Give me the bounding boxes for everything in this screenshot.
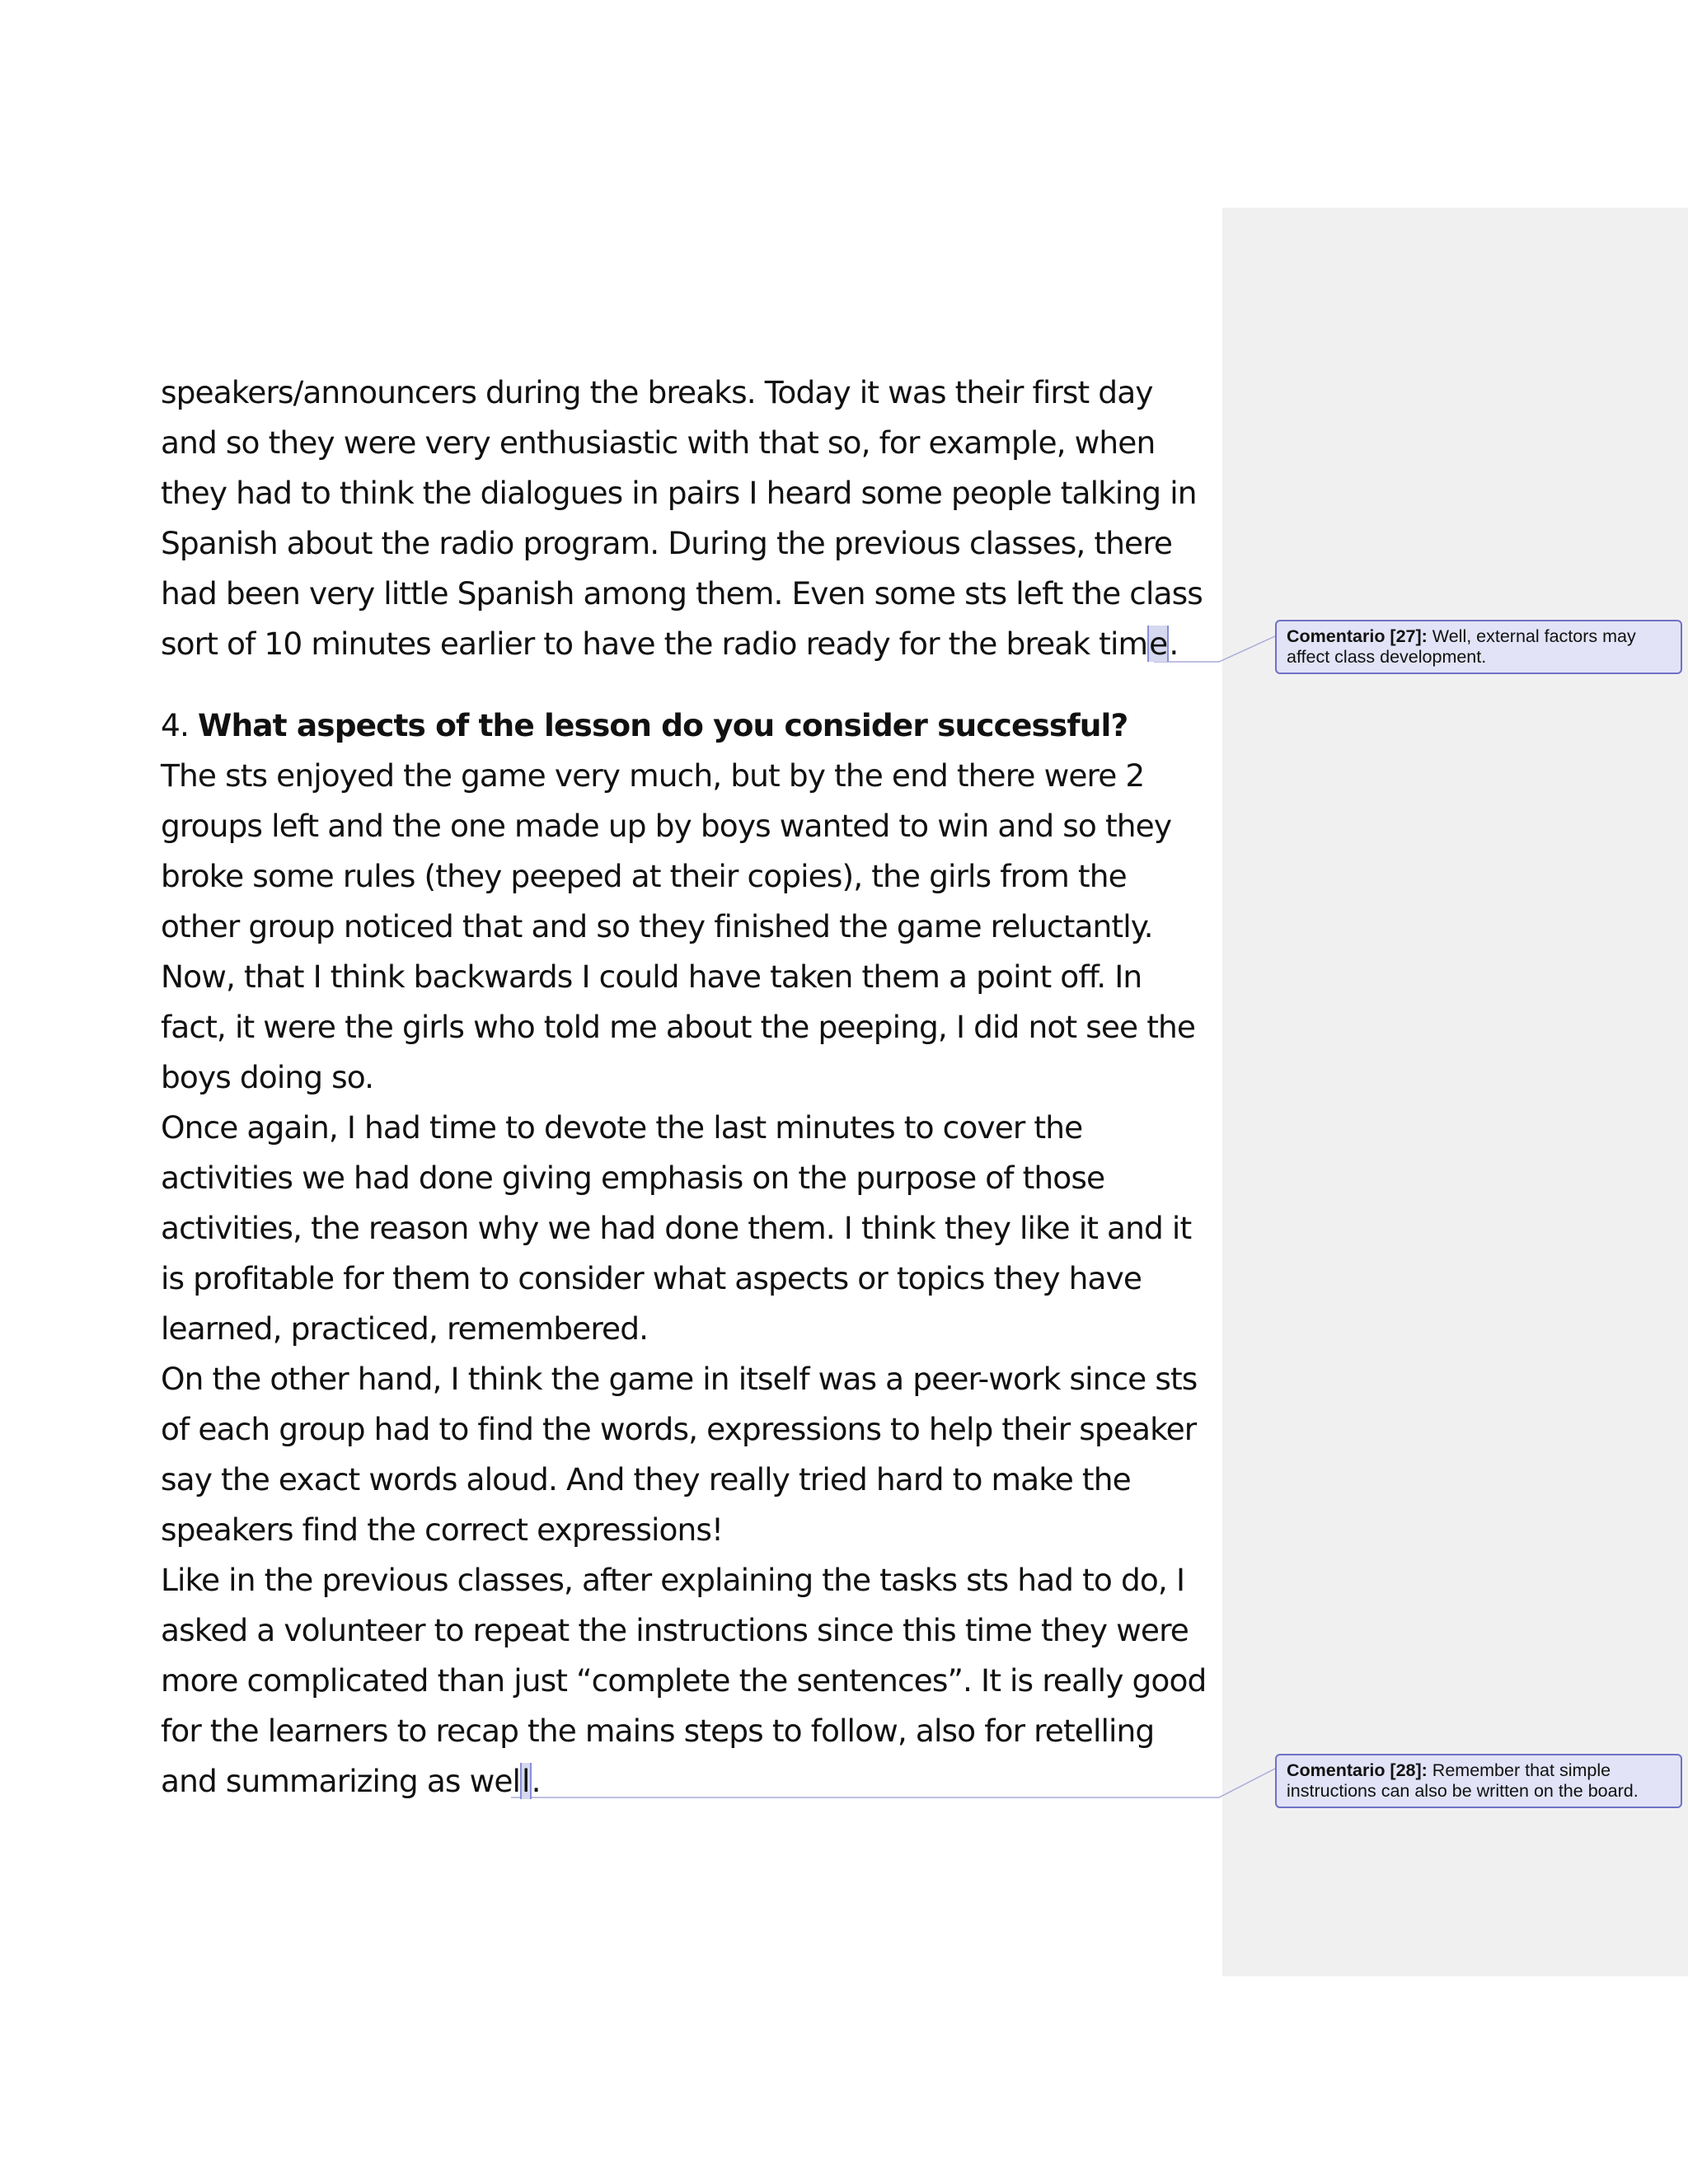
comment-28-anchor[interactable]: l [522,1763,530,1799]
text-line: other group noticed that and so they finished the game reluctantly. [161,908,1153,944]
text-line: Spanish about the radio program. During the previous classes, there [161,525,1173,561]
text-segment: and summarizing as wel [161,1763,521,1799]
text-line: The sts enjoyed the game very much, but by the end there were 2 [161,757,1145,794]
question-4-heading [161,701,1224,751]
text-line [161,619,1224,669]
comment-label: Comentario [27]: [1287,626,1428,646]
text-line: had been very little Spanish among them. Even some sts left the class [161,575,1203,612]
text-line: they had to think the dialogues in pairs I heard some people talking in [161,475,1197,511]
text-line: activities, the reason why we had done them. I think they like it and it [161,1210,1192,1246]
text-line: speakers/announcers during the breaks. Today it was their first day [161,374,1153,410]
comment-margin-pane [1222,208,1688,1976]
text-line: learned, practiced, remembered. [161,1310,649,1347]
question-text: What aspects of the lesson do you consider successful? [198,707,1128,743]
comment-text: Remember that simple instructions can also be written on the board. [1287,1760,1639,1801]
text-line: speakers find the correct expressions! [161,1511,724,1548]
text-line: Now, that I think backwards I could have taken them a point off. In [161,958,1142,995]
text-line: On the other hand, I think the game in itself was a peer-work since sts [161,1361,1198,1397]
text-segment: sort of 10 minutes earlier to have the radio ready for the break tim [161,626,1148,662]
text-line: activities we had done giving emphasis on the purpose of those [161,1160,1105,1196]
text-line: is profitable for them to consider what aspects or topics they have [161,1260,1142,1296]
comment-label: Comentario [28]: [1287,1760,1428,1780]
text-line: fact, it were the girls who told me about the peeping, I did not see the [161,1009,1196,1045]
text-line: Like in the previous classes, after explaining the tasks sts had to do, I [161,1562,1185,1598]
text-segment: . [1169,626,1179,662]
text-line: groups left and the one made up by boys wanted to win and so they [161,808,1172,844]
text-line [161,1756,1224,1807]
text-line: more complicated than just “complete the sentences”. It is really good [161,1662,1207,1699]
text-line: broke some rules (they peeped at their copies), the girls from the [161,858,1127,894]
question-number: 4. [161,707,189,743]
text-line: for the learners to recap the mains steps to follow, also for retelling [161,1713,1155,1749]
paragraph-radio-program [161,368,1224,669]
paragraph-successful-aspects [161,751,1224,1807]
comment-28-balloon[interactable] [1275,1754,1682,1808]
comment-text: Well, external factors may affect class development. [1287,626,1636,667]
comment-27-anchor[interactable]: e [1149,626,1168,662]
question-line [161,701,1224,751]
text-line: asked a volunteer to repeat the instructions since this time they were [161,1612,1189,1648]
text-line: say the exact words aloud. And they really tried hard to make the [161,1461,1131,1497]
text-segment: . [531,1763,541,1799]
text-line: of each group had to find the words, expressions to help their speaker [161,1411,1197,1447]
text-line: boys doing so. [161,1059,374,1095]
text-line: and so they were very enthusiastic with that so, for example, when [161,424,1156,461]
comment-27-balloon[interactable] [1275,620,1682,674]
text-line: Once again, I had time to devote the last minutes to cover the [161,1109,1083,1146]
